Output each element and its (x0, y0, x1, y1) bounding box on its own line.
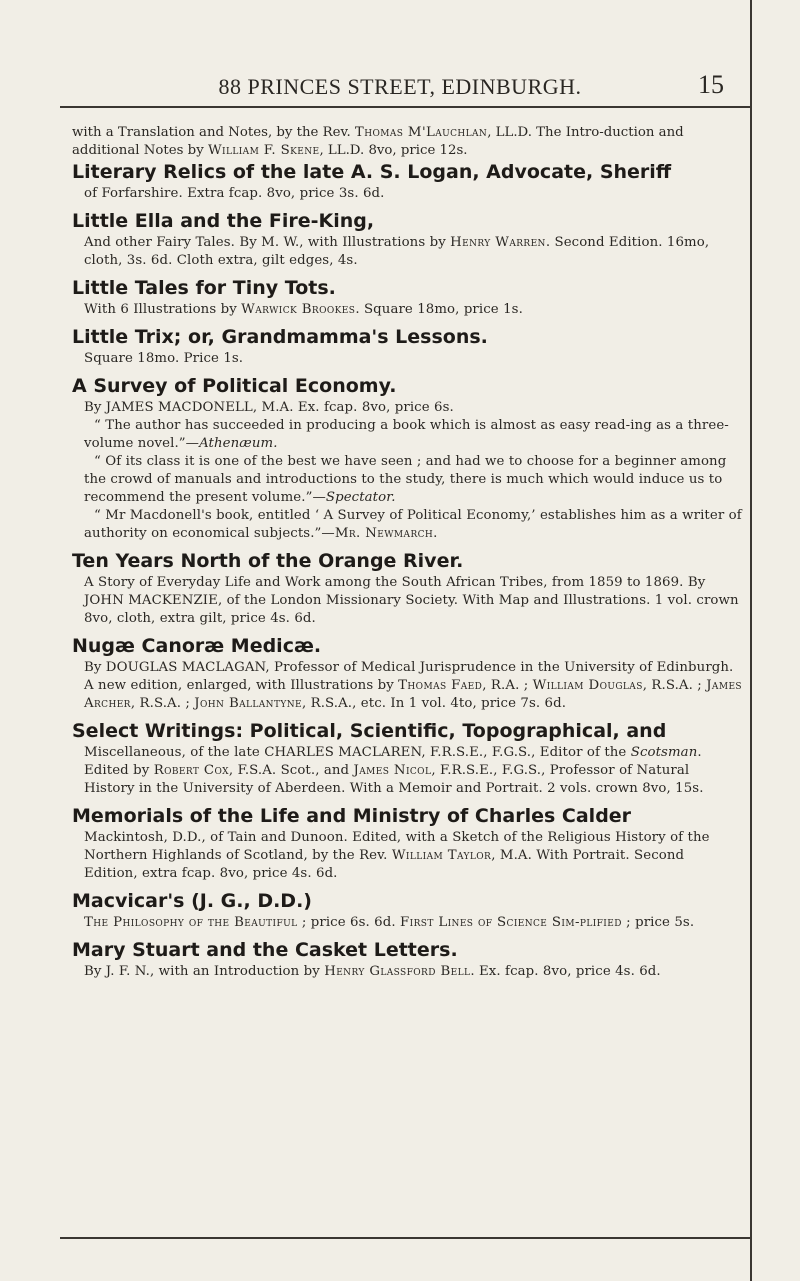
entry-body: By DOUGLAS MACLAGAN, Professor of Medical Jurisprudence in the University of Edinburgh. A new edition, enlarged, with Illustrations by Thomas Faed, R.A. ; William Douglas, R.S.A. ; James Archer, R.S.A. ; John Ballantyne, R.S.A., etc. In 1 vol. 4to, price 7s. 6d. (84, 660, 742, 711)
entry-title: Little Trix; or, Grandmamma's Lessons. (72, 326, 488, 348)
entry-body: Mackintosh, D.D., of Tain and Dunoon. Edited, with a Sketch of the Religious History of the Northern Highlands of Scotland, by the Rev. William Taylor, M.A. With Portrait. Second Edition, extra fcap. 8vo, price 4s. 6d. (84, 830, 710, 881)
entry-title: Select Writings: Political, Scientific, Topographical, and (72, 720, 667, 742)
entry-body: The Philosophy of the Beautiful ; price 6s. 6d. First Lines of Science Sim-plified ; price 5s. (84, 915, 695, 930)
entry-title: Mary Stuart and the Casket Letters. (72, 939, 458, 961)
review-quote: “ Mr Macdonell's book, entitled ‘ A Survey of Political Economy,’ establishes him as a writer of authority on economical subjects.”—Mr. Newmarch. (84, 508, 742, 541)
entry-little-trix (72, 325, 742, 368)
entry-political-economy (72, 374, 742, 543)
entry-memorials (72, 804, 742, 883)
entry-body: A Story of Everyday Life and Work among the South African Tribes, from 1859 to 1869. By JOHN MACKENZIE, of the London Missionary Society. With Map and Illustrations. 1 vol. crown 8vo, cloth, extra gilt, price 4s. 6d. (84, 575, 739, 626)
page-number: 15 (698, 70, 724, 99)
entry-title: Little Ella and the Fire-King, (72, 210, 375, 232)
entry-title: Literary Relics of the late A. S. Logan, Advocate, Sheriff (72, 161, 672, 183)
bottom-rule (60, 1237, 750, 1239)
entry-mary-stuart (72, 938, 742, 981)
entry-body: By JAMES MACDONELL, M.A. Ex. fcap. 8vo, price 6s. “ The author has succeeded in producing a book which is almost as easy read-ing as a three-volume novel.”—Athenæum. “ Of its class it is one of the best we have seen ; and had we to choose for a beginner among the crowd of manuals and introductions to the study, there is much which would induce us to recommend the present volume.”—Spectator. “ Mr Macdonell's book, entitled ‘ A Survey of Political Economy,’ establishes him as a writer of authority on economical subjects.”—Mr. Newmarch. (84, 400, 742, 541)
review-quote: “ The author has succeeded in producing a book which is almost as easy read-ing as a three-volume novel.”—Athenæum. (84, 418, 729, 451)
entry-body: of Forfarshire. Extra fcap. 8vo, price 3s. 6d. (84, 186, 385, 201)
entry-body: And other Fairy Tales. By M. W., with Illustrations by Henry Warren. Second Edition. 16mo, cloth, 3s. 6d. Cloth extra, gilt edges, 4s. (84, 235, 710, 268)
entry-title: Macvicar's (J. G., D.D.) (72, 890, 312, 912)
entry-nugae-canorae (72, 634, 742, 713)
entry-body: Square 18mo. Price 1s. (84, 351, 244, 366)
entry-body: Miscellaneous, of the late CHARLES MACLAREN, F.R.S.E., F.G.S., Editor of the Scotsman. Edited by Robert Cox, F.S.A. Scot., and James Nicol, F.R.S.E., F.G.S., Professor of Natural History in the University of Aberdeen. With a Memoir and Portrait. 2 vols. crown 8vo, 15s. (84, 745, 704, 796)
entry-title: Ten Years North of the Orange River. (72, 550, 464, 572)
entry-body: By J. F. N., with an Introduction by Henry Glassford Bell. Ex. fcap. 8vo, price 4s. 6d. (84, 964, 661, 979)
entry-macvicar (72, 889, 742, 932)
entry-title: Little Tales for Tiny Tots. (72, 277, 336, 299)
entry-title: Nugæ Canoræ Medicæ. (72, 635, 322, 657)
entry-body: With 6 Illustrations by Warwick Brookes. Square 18mo, price 1s. (84, 302, 523, 317)
header-rule (60, 106, 750, 108)
entry-title: Memorials of the Life and Ministry of Charles Calder (72, 805, 632, 827)
header-title: 88 PRINCES STREET, EDINBURGH. (218, 74, 582, 99)
catalogue-content (72, 124, 742, 987)
page-edge-line (750, 0, 752, 1281)
running-header (70, 70, 730, 106)
continued-entry-text: with a Translation and Notes, by the Rev. Thomas M'Lauchlan, LL.D. The Intro-duction and additional Notes by William F. Skene, LL.D. 8vo, price 12s. (72, 125, 684, 158)
review-quote: “ Of its class it is one of the best we have seen ; and had we to choose for a beginner among the crowd of manuals and introductions to the study, there is much which would induce us to recommend the present volume.”—Spectator. (84, 454, 727, 505)
entry-title: A Survey of Political Economy. (72, 375, 397, 397)
entry-select-writings (72, 719, 742, 798)
entry-ten-years (72, 549, 742, 628)
entry-literary-relics (72, 160, 742, 203)
entry-little-ella (72, 209, 742, 270)
entry-little-tales (72, 276, 742, 319)
